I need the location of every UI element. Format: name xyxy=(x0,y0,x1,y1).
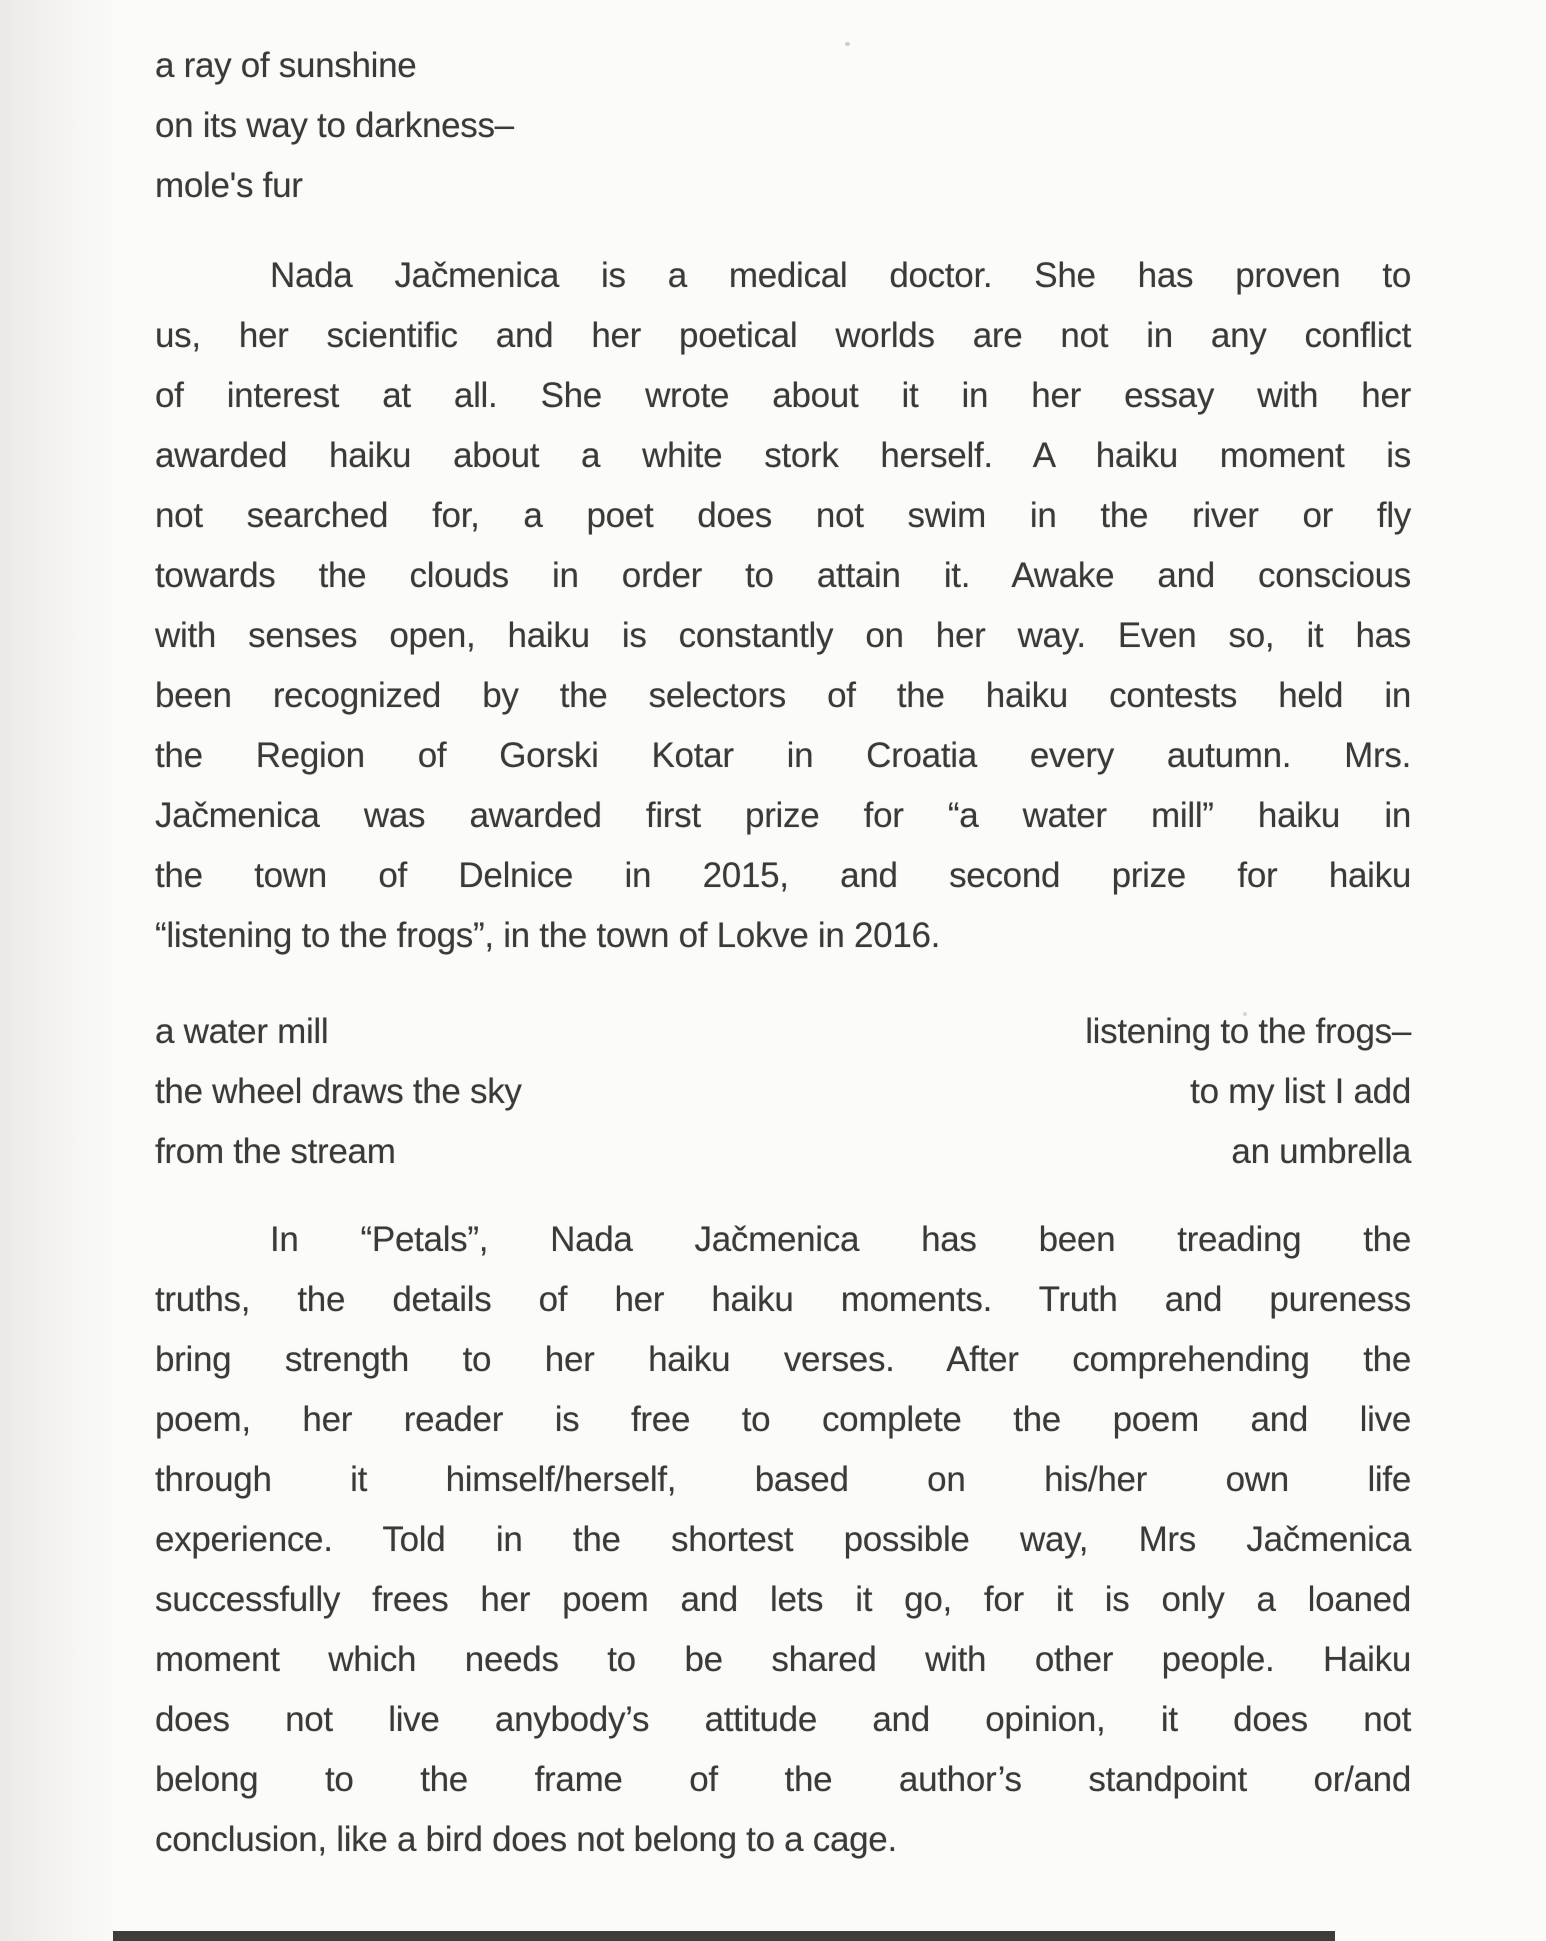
text-line: to my list I add xyxy=(1190,1072,1411,1111)
text-line: belong to the frame of the author’s standpoint or/and xyxy=(155,1760,1411,1799)
text-line: not searched for, a poet does not swim in the river or fly xyxy=(155,496,1411,535)
text-line: awarded haiku about a white stork herself. A haiku moment is xyxy=(155,436,1411,475)
scan-edge-shadow xyxy=(0,0,118,1941)
text-line: a ray of sunshine xyxy=(155,46,417,85)
text-line: mole's fur xyxy=(155,166,303,205)
text-line: the wheel draws the sky xyxy=(155,1072,522,1111)
text-line: of interest at all. She wrote about it in her essay with her xyxy=(155,376,1411,415)
text-line: an umbrella xyxy=(1231,1132,1411,1171)
text-line: towards the clouds in order to attain it. Awake and conscious xyxy=(155,556,1411,595)
paragraph-petals-review xyxy=(155,1210,1411,1870)
text-line: Nada Jačmenica is a medical doctor. She has proven to xyxy=(270,256,1411,295)
text-line: bring strength to her haiku verses. After comprehending the xyxy=(155,1340,1411,1379)
text-line: on its way to darkness– xyxy=(155,106,514,145)
text-line: conclusion, like a bird does not belong to a cage. xyxy=(155,1820,897,1859)
text-line: Jačmenica was awarded first prize for “a water mill” haiku in xyxy=(155,796,1411,835)
text-line: with senses open, haiku is constantly on her way. Even so, it has xyxy=(155,616,1411,655)
text-line: truths, the details of her haiku moments. Truth and pureness xyxy=(155,1280,1411,1319)
haiku-water-mill xyxy=(155,1002,758,1182)
page-content xyxy=(155,36,1411,1870)
scan-artifact-bar xyxy=(113,1931,1335,1941)
haiku-pair xyxy=(155,1002,1411,1182)
text-line: through it himself/herself, based on his/her own life xyxy=(155,1460,1411,1499)
text-line: poem, her reader is free to complete the poem and live xyxy=(155,1400,1411,1439)
text-line: In “Petals”, Nada Jačmenica has been treading the xyxy=(270,1220,1411,1259)
text-line: successfully frees her poem and lets it go, for it is only a loaned xyxy=(155,1580,1411,1619)
haiku-listening-to-frogs xyxy=(808,1002,1411,1182)
text-line: does not live anybody’s attitude and opinion, it does not xyxy=(155,1700,1411,1739)
text-line: a water mill xyxy=(155,1012,329,1051)
text-line: the town of Delnice in 2015, and second prize for haiku xyxy=(155,856,1411,895)
text-line: listening to the frogs– xyxy=(1085,1012,1411,1051)
text-line: “listening to the frogs”, in the town of Lokve in 2016. xyxy=(155,916,941,955)
paragraph-author-bio xyxy=(155,246,1411,966)
text-line: from the stream xyxy=(155,1132,396,1171)
text-line: us, her scientific and her poetical worlds are not in any conflict xyxy=(155,316,1411,355)
text-line: experience. Told in the shortest possible way, Mrs Jačmenica xyxy=(155,1520,1411,1559)
text-line: the Region of Gorski Kotar in Croatia every autumn. Mrs. xyxy=(155,736,1411,775)
text-line: been recognized by the selectors of the haiku contests held in xyxy=(155,676,1411,715)
haiku-ray-of-sunshine xyxy=(155,36,1411,216)
text-line: moment which needs to be shared with other people. Haiku xyxy=(155,1640,1411,1679)
